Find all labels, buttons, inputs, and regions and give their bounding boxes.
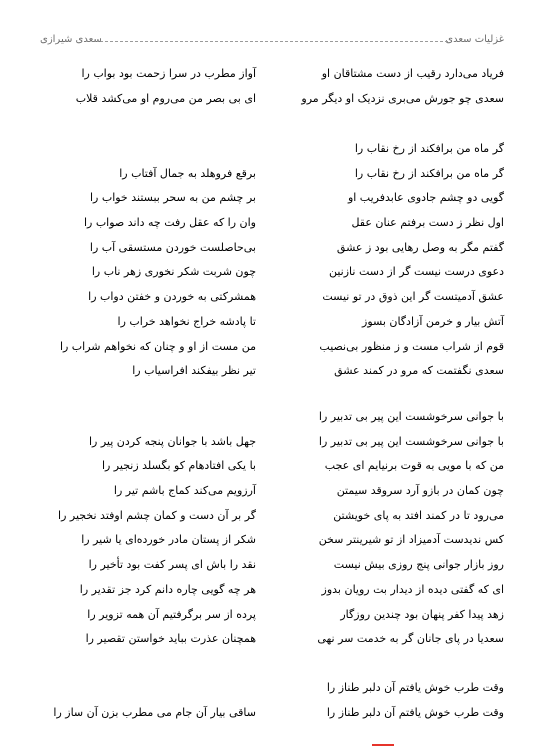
first-hemistich: فریاد می‌دارد رقیب از دست مشتاقان او	[321, 67, 504, 80]
bayt	[40, 91, 504, 116]
page-header	[40, 34, 504, 50]
bayt	[40, 314, 504, 339]
ghazal-title-text: با جوانی سرخوشست این پیر بی تدبیر را	[318, 410, 504, 423]
bayt	[40, 289, 504, 314]
header-divider	[100, 41, 448, 42]
bayt	[40, 264, 504, 289]
ghazal	[40, 680, 504, 729]
first-hemistich: سعدی چو جورش می‌بری نزدیک او دیگر مرو	[301, 91, 504, 105]
author-name: سعدی شیرازی	[40, 34, 102, 45]
first-hemistich: می‌رود تا در کمند افتد به پای خویشتن	[333, 508, 504, 522]
second-hemistich: تیر نظر بیفکند افراسیاب را	[132, 364, 256, 378]
first-hemistich: گفتم مگر به وصل رهایی بود ز عشق	[336, 240, 504, 254]
ghazal	[40, 141, 504, 388]
ghazal-title-text: وقت طرب خوش یافتم آن دلبر طناز را	[326, 681, 504, 694]
second-hemistich: وان را که عقل رفت چه داند صواب را	[83, 216, 256, 230]
first-hemistich: سعدی نگفتمت که مرو در کمند عشق	[334, 364, 504, 378]
second-hemistich: بی‌حاصلست خوردن مستسقی آب را	[89, 240, 256, 254]
ghazal-title	[40, 141, 504, 166]
first-hemistich: گر ماه من برافکند از رخ نقاب را	[354, 166, 504, 180]
second-hemistich: هر چه گویی چاره دانم کرد جز تقدیر را	[79, 582, 256, 596]
book-title: غزلیات سعدی	[445, 34, 504, 45]
ghazal-title	[40, 409, 504, 434]
ghazal-title-text: گر ماه من برافکند از رخ نقاب را	[354, 142, 504, 155]
second-hemistich: من مست از او و چنان که نخواهم شراب را	[59, 339, 256, 353]
bayt	[40, 483, 504, 508]
bayt	[40, 582, 504, 607]
first-hemistich: من که با مویی به قوت برنیایم ای عجب	[324, 459, 504, 473]
first-hemistich: عشق آدمیتست گر این ذوق در تو نیست	[322, 290, 504, 304]
bayt	[40, 434, 504, 459]
first-hemistich: قوم از شراب مست و ز منظور بی‌نصیب	[319, 339, 504, 353]
first-hemistich: روز بازار جوانی پنج روزی بیش نیست	[333, 558, 504, 572]
second-hemistich: جهل باشد با جوانان پنجه کردن پیر را	[88, 434, 256, 448]
bayt	[40, 705, 504, 730]
bayt	[40, 532, 504, 557]
first-hemistich: اول نظر ز دست برفتم عنان عقل	[351, 216, 504, 230]
bayt	[40, 508, 504, 533]
second-hemistich: شکر از پستان مادر خورده‌ای یا شیر را	[81, 533, 256, 547]
first-hemistich: سعدیا در پای جانان گر به خدمت سر نهی	[317, 632, 504, 646]
first-hemistich: کس ندیدست آدمیزاد از تو شیرینتر سخن	[318, 533, 504, 547]
first-hemistich: دعوی درست نیست گر از دست نازنین	[328, 265, 504, 279]
second-hemistich: برقع فروهلد به جمال آفتاب را	[119, 166, 256, 180]
second-hemistich: آواز مطرب در سرا زحمت بود بواب را	[81, 67, 256, 80]
second-hemistich: ای بی بصر من می‌روم او می‌کشد قلاب	[75, 91, 256, 105]
second-hemistich: همچنان عذرت بباید خواستن تقصیر را	[85, 632, 256, 646]
second-hemistich: ساقی بیار آن جام می مطرب بزن آن ساز را	[53, 705, 256, 719]
bayt	[40, 66, 504, 91]
bayt	[40, 240, 504, 265]
second-hemistich: با یکی افتادهام کو بگسلد زنجیر را	[101, 459, 256, 473]
first-hemistich: ای که گفتی دیده از دیدار بت رویان بدوز	[321, 582, 504, 596]
first-hemistich: چون کمان در بازو آرد سروقد سیمتن	[336, 484, 504, 498]
first-hemistich: گویی دو چشم جادوی عابدفریب او	[347, 191, 504, 205]
bayt	[40, 166, 504, 191]
second-hemistich: آرزویم می‌کند کماج باشم تیر را	[113, 484, 256, 498]
second-hemistich: بر چشم من به سحر ببستند خواب را	[89, 191, 256, 205]
bayt	[40, 215, 504, 240]
ghazal	[40, 409, 504, 656]
second-hemistich: همشرکتی به خوردن و خفتن دواب را	[88, 290, 256, 304]
bayt	[40, 458, 504, 483]
first-hemistich: زهد پیدا کفر پنهان بود چندین روزگار	[340, 607, 504, 621]
bayt	[40, 190, 504, 215]
bayt	[40, 607, 504, 632]
ghazal-continued	[40, 66, 504, 115]
ghazal-title	[40, 680, 504, 705]
first-hemistich: با جوانی سرخوشست این پیر بی تدبیر را	[318, 434, 504, 448]
second-hemistich: تا پادشه خراج نخواهد خراب را	[117, 314, 256, 328]
bayt	[40, 363, 504, 388]
second-hemistich: گر بر آن دست و کمان چشم اوفتد نخجیر را	[58, 508, 256, 522]
bayt	[40, 631, 504, 656]
first-hemistich: وقت طرب خوش یافتم آن دلبر طناز را	[326, 705, 504, 719]
second-hemistich: نقد را باش ای پسر کفت بود تأخیر را	[88, 558, 256, 572]
second-hemistich: پرده از سر برگرفتیم آن همه تزویر را	[87, 607, 256, 621]
bayt	[40, 557, 504, 582]
second-hemistich: چون شربت شکر نخوری زهر ناب را	[91, 265, 256, 279]
first-hemistich: آتش بیار و خرمن آزادگان بسوز	[362, 314, 504, 328]
bayt	[40, 339, 504, 364]
